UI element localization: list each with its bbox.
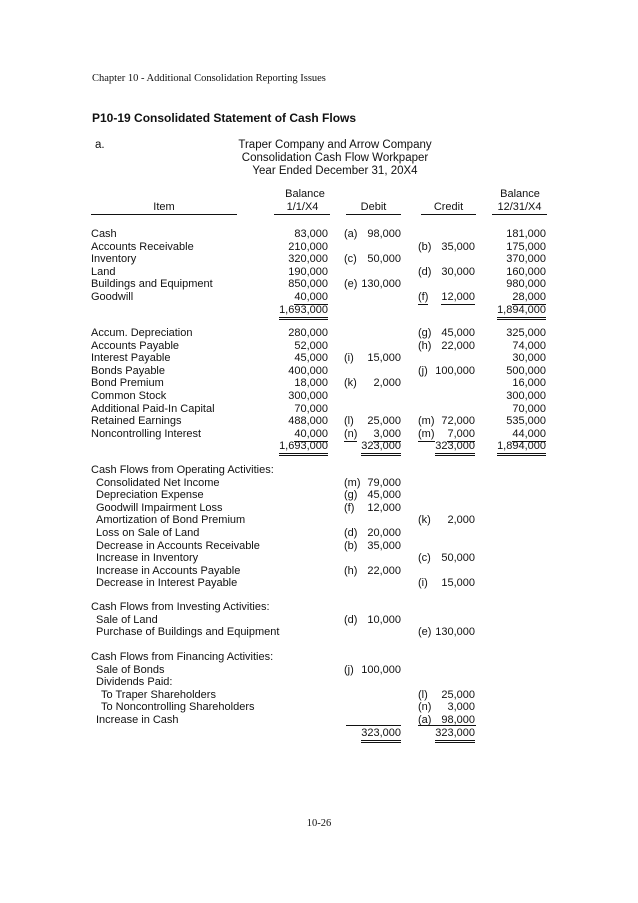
beginning-balance: 40,000 — [294, 427, 328, 440]
investing-heading-row — [0, 601, 638, 614]
credit-reference: (e) — [418, 626, 432, 639]
cash-flow-debit-total: 323,000 — [361, 727, 401, 743]
table-row — [0, 291, 638, 304]
ending-balance: 325,000 — [506, 327, 546, 339]
table-row — [0, 565, 638, 578]
ending-balance: 980,000 — [506, 278, 546, 291]
item-label: Goodwill — [91, 291, 134, 303]
table-row — [0, 241, 638, 254]
ending-balance: 300,000 — [506, 390, 546, 402]
page-number: 10-26 — [306, 818, 332, 829]
table-row — [0, 626, 638, 639]
item-label: Increase in Cash — [96, 714, 179, 726]
table-row — [0, 489, 638, 502]
debit-reference: (e) — [344, 278, 358, 291]
debit-amount: 25,000 — [367, 415, 401, 428]
debit-amount: 79,000 — [367, 476, 401, 489]
debit-reference: (j) — [344, 663, 354, 676]
item-label: Loss on Sale of Land — [96, 527, 200, 539]
debit-amount: 15,000 — [367, 352, 401, 365]
table-row — [0, 577, 638, 590]
table-row — [0, 540, 638, 553]
debit-reference: (a) — [344, 228, 358, 240]
credit-amount: 98,000 — [441, 714, 475, 726]
beginning-balance: 300,000 — [288, 390, 328, 402]
beginning-balance: 83,000 — [294, 228, 328, 240]
ending-balance-label: Balance — [500, 188, 540, 200]
table-row — [0, 390, 638, 403]
table-row — [0, 415, 638, 428]
beginning-balance-label: Balance — [285, 188, 325, 200]
credit-amount: 3,000 — [447, 701, 475, 714]
item-label: Common Stock — [91, 390, 167, 402]
ending-date-header: 12/31/X4 — [497, 201, 542, 213]
credit-reference: (f) — [418, 291, 429, 303]
section-heading: Cash Flows from Operating Activities: — [91, 464, 274, 476]
credit-reference: (l) — [418, 688, 428, 701]
debit-amount: 45,000 — [367, 489, 401, 502]
credit-amount: 15,000 — [441, 577, 475, 590]
table-row — [0, 352, 638, 365]
credit-reference: (d) — [418, 265, 432, 278]
liabilities-total-ending: 1,894,000 — [497, 440, 546, 456]
item-label: Sale of Land — [96, 613, 158, 626]
beginning-balance: 190,000 — [288, 265, 328, 278]
item-label: Decrease in Interest Payable — [96, 577, 238, 590]
table-row — [0, 477, 638, 490]
debit-amount: 10,000 — [367, 613, 401, 626]
assets-total-row — [0, 304, 638, 317]
ending-balance: 181,000 — [506, 228, 546, 240]
problem-title: P10-19 Consolidated Statement of Cash Flows — [92, 111, 357, 125]
item-column-header: Item — [153, 201, 175, 213]
table-row — [0, 340, 638, 353]
beginning-header-underline — [274, 214, 330, 215]
item-label: Land — [91, 265, 116, 278]
item-label: Increase in Inventory — [96, 552, 199, 565]
operating-heading-row — [0, 464, 638, 477]
liabilities-total-beginning: 1,693,000 — [279, 440, 328, 456]
credit-reference: (a) — [418, 714, 432, 726]
item-label: Noncontrolling Interest — [91, 427, 202, 440]
table-row — [0, 377, 638, 390]
beginning-balance: 45,000 — [294, 352, 328, 365]
ending-balance: 28,000 — [512, 291, 546, 303]
beginning-balance: 850,000 — [288, 278, 328, 291]
debit-reference: (d) — [344, 527, 358, 539]
item-label: Retained Earnings — [91, 415, 182, 428]
item-label: Amortization of Bond Premium — [96, 514, 246, 527]
ending-balance: 500,000 — [506, 364, 546, 377]
item-label: Sale of Bonds — [96, 663, 165, 676]
item-label: Depreciation Expense — [96, 489, 204, 502]
credit-amount: 7,000 — [447, 427, 475, 440]
credit-total: 323,000 — [435, 440, 475, 456]
table-row — [0, 614, 638, 627]
table-row — [0, 514, 638, 527]
table-row — [0, 365, 638, 378]
credit-amount: 50,000 — [441, 552, 475, 565]
debit-column-header: Debit — [360, 201, 387, 213]
beginning-balance: 210,000 — [288, 240, 328, 253]
credit-reference: (i) — [418, 577, 428, 590]
item-label: Buildings and Equipment — [91, 278, 213, 291]
section-heading: Cash Flows from Financing Activities: — [91, 651, 274, 663]
credit-amount: 100,000 — [435, 364, 475, 377]
table-row — [0, 527, 638, 540]
workpaper-title-period: Year Ended December 31, 20X4 — [252, 165, 418, 177]
debit-reference: (n) — [344, 427, 358, 440]
item-header-underline — [91, 214, 237, 215]
item-label: Accounts Receivable — [91, 240, 194, 253]
beginning-balance: 18,000 — [294, 377, 328, 390]
debit-reference: (f) — [344, 501, 355, 514]
cash-flow-credit-total: 323,000 — [435, 727, 475, 743]
item-label: Interest Payable — [91, 352, 171, 365]
credit-reference: (m) — [418, 427, 435, 440]
table-row — [0, 701, 638, 714]
beginning-date-header: 1/1/X4 — [286, 201, 319, 213]
debit-amount: 50,000 — [367, 253, 401, 266]
debit-amount: 20,000 — [367, 527, 401, 539]
ending-balance: 175,000 — [506, 240, 546, 253]
debit-amount: 2,000 — [373, 377, 401, 390]
beginning-balance: 40,000 — [294, 291, 328, 303]
credit-amount: 130,000 — [435, 626, 475, 639]
table-row — [0, 253, 638, 266]
ending-balance: 70,000 — [512, 402, 546, 415]
debit-reference: (c) — [344, 253, 357, 266]
item-label: Accounts Payable — [91, 339, 180, 352]
table-row — [0, 228, 638, 241]
beginning-balance: 320,000 — [288, 253, 328, 266]
item-label: Additional Paid-In Capital — [91, 402, 215, 415]
ending-balance: 16,000 — [512, 377, 546, 390]
credit-amount: 30,000 — [441, 265, 475, 278]
debit-reference: (b) — [344, 539, 358, 552]
debit-amount: 3,000 — [373, 427, 401, 440]
beginning-balance: 52,000 — [294, 339, 328, 352]
credit-reference: (c) — [418, 552, 431, 565]
ending-balance: 370,000 — [506, 253, 546, 266]
item-label: Bond Premium — [91, 377, 164, 390]
beginning-balance: 488,000 — [288, 415, 328, 428]
credit-amount: 45,000 — [441, 327, 475, 339]
debit-reference: (m) — [344, 476, 361, 489]
item-label: Cash — [91, 228, 117, 240]
credit-reference: (b) — [418, 240, 432, 253]
table-row — [0, 403, 638, 416]
item-label: Inventory — [91, 253, 137, 266]
item-label: To Noncontrolling Shareholders — [101, 701, 255, 714]
debit-reference: (k) — [344, 377, 357, 390]
debit-reference: (l) — [344, 415, 354, 428]
item-label: Increase in Accounts Payable — [96, 564, 241, 577]
item-label: Bonds Payable — [91, 364, 165, 377]
debit-reference: (d) — [344, 613, 358, 626]
workpaper-title-companies: Traper Company and Arrow Company — [238, 139, 432, 151]
assets-total-beginning: 1,693,000 — [279, 304, 328, 320]
debit-total: 323,000 — [361, 440, 401, 456]
item-label: Purchase of Buildings and Equipment — [96, 626, 280, 639]
debit-amount: 100,000 — [361, 663, 401, 676]
ending-balance: 74,000 — [512, 339, 546, 352]
table-row — [0, 676, 638, 689]
ending-header-underline — [492, 214, 547, 215]
part-label: a. — [95, 139, 105, 151]
credit-reference: (j) — [418, 364, 428, 377]
credit-amount: 35,000 — [441, 240, 475, 253]
financing-heading-row — [0, 651, 638, 664]
item-label: To Traper Shareholders — [101, 688, 216, 701]
credit-reference: (m) — [418, 415, 435, 428]
table-row — [0, 664, 638, 677]
credit-reference: (h) — [418, 339, 432, 352]
credit-header-underline — [421, 214, 476, 215]
ending-balance: 44,000 — [512, 427, 546, 440]
credit-amount: 72,000 — [441, 415, 475, 428]
table-row — [0, 714, 638, 727]
cash-flow-total-row — [0, 727, 638, 740]
table-row — [0, 428, 638, 441]
item-label: Goodwill Impairment Loss — [96, 501, 223, 514]
debit-reference: (h) — [344, 564, 358, 577]
debit-amount: 98,000 — [367, 228, 401, 240]
item-label: Dividends Paid: — [96, 676, 173, 689]
item-label: Consolidated Net Income — [96, 476, 220, 489]
debit-header-underline — [346, 214, 401, 215]
table-row — [0, 689, 638, 702]
assets-total-ending: 1,894,000 — [497, 304, 546, 320]
debit-reference: (i) — [344, 352, 354, 365]
item-label: Decrease in Accounts Receivable — [96, 539, 260, 552]
liabilities-total-row — [0, 440, 638, 453]
debit-amount: 35,000 — [367, 539, 401, 552]
debit-amount: 22,000 — [367, 564, 401, 577]
table-row — [0, 266, 638, 279]
credit-amount: 22,000 — [441, 339, 475, 352]
credit-reference: (n) — [418, 701, 432, 714]
credit-reference: (g) — [418, 327, 432, 339]
credit-reference: (k) — [418, 514, 431, 527]
section-heading: Cash Flows from Investing Activities: — [91, 601, 270, 613]
table-row — [0, 552, 638, 565]
table-row — [0, 502, 638, 515]
credit-column-header: Credit — [433, 201, 464, 213]
beginning-balance: 280,000 — [288, 327, 328, 339]
credit-amount: 12,000 — [441, 291, 475, 303]
item-label: Accum. Depreciation — [91, 327, 193, 339]
beginning-balance: 70,000 — [294, 402, 328, 415]
ending-balance: 30,000 — [512, 352, 546, 365]
ending-balance: 160,000 — [506, 265, 546, 278]
workpaper-title-name: Consolidation Cash Flow Workpaper — [241, 152, 429, 164]
credit-amount: 25,000 — [441, 688, 475, 701]
ending-balance: 535,000 — [506, 415, 546, 428]
debit-reference: (g) — [344, 489, 358, 502]
debit-amount: 12,000 — [367, 501, 401, 514]
table-row — [0, 278, 638, 291]
beginning-balance: 400,000 — [288, 364, 328, 377]
chapter-header: Chapter 10 - Additional Consolidation Reporting Issues — [92, 73, 326, 84]
credit-amount: 2,000 — [447, 514, 475, 527]
table-row — [0, 327, 638, 340]
debit-amount: 130,000 — [361, 278, 401, 291]
